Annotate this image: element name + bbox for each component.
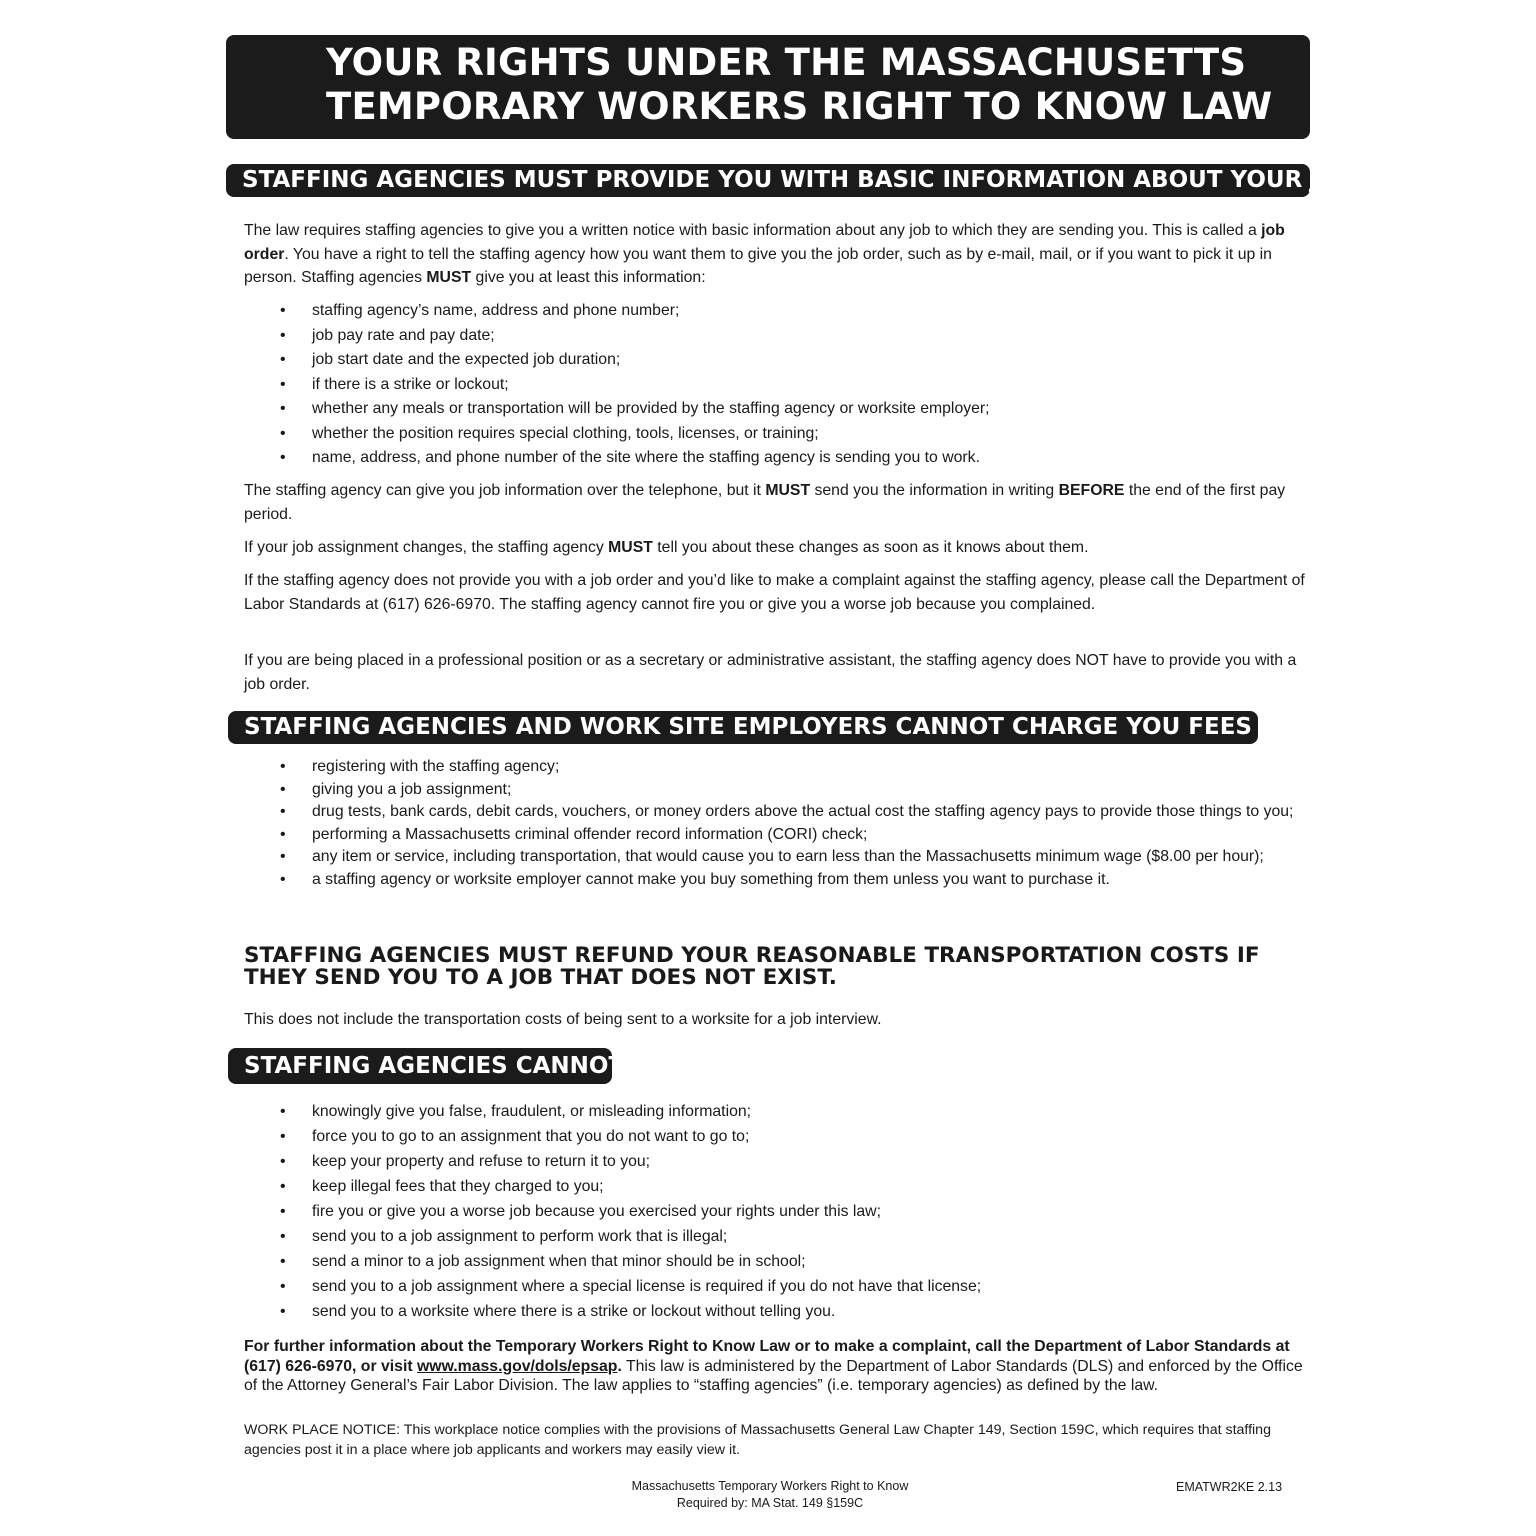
list-item: • keep your property and refuse to return it to you; (244, 1149, 1304, 1174)
list-item: • giving you a job assignment; (244, 780, 1304, 800)
fees-list (244, 757, 1304, 890)
intro-text-1: The law requires staffing agencies to give you a written notice with basic information about any job to which they are sending you. This is called a (244, 222, 1262, 239)
job-order-intro (244, 219, 1319, 290)
list-item: • job start date and the expected job duration; (244, 348, 1304, 373)
phone-bold-must: MUST (765, 482, 811, 499)
workplace-notice: WORK PLACE NOTICE: This workplace notice complies with the provisions of Massachusetts General Law Chapter 149, Section 159C, which requires that staffing agencies post it in a place where job applicants and workers may easily view it. (244, 1422, 1271, 1458)
professional-position-paragraph: If you are being placed in a professional position or as a secretary or administrative assistant, the staffing agency does NOT have to provide you with a job order. (244, 652, 1297, 693)
list-item: • drug tests, bank cards, debit cards, vouchers, or money orders above the actual cost the staffing agency pays to provide those things to you; (244, 802, 1304, 822)
list-item: • a staffing agency or worksite employer cannot make you buy something from them unless you want to purchase it. (244, 870, 1304, 890)
footer-line-2: Required by: MA Stat. 149 §159C (676, 1496, 864, 1510)
transportation-refund-heading: STAFFING AGENCIES MUST REFUND YOUR REASONABLE TRANSPORTATION COSTS IF THEY SEND YOU TO A JOB THAT DOES NOT EXIST. (244, 943, 1260, 990)
list-item: • send a minor to a job assignment when that minor should be in school; (244, 1249, 1304, 1274)
footer-citation (560, 1478, 980, 1512)
section-heading-job-info: STAFFING AGENCIES MUST PROVIDE YOU WITH BASIC INFORMATION ABOUT YOUR JOB. (226, 164, 1310, 197)
changes-text-2: tell you about these changes as soon as it knows about them. (652, 539, 1089, 556)
list-item: • staffing agency’s name, address and phone number; (244, 299, 1304, 324)
further-information (244, 1337, 1319, 1396)
intro-bold-must: MUST (426, 269, 472, 286)
list-item: • whether any meals or transportation will be provided by the staffing agency or worksite employer; (244, 397, 1304, 422)
job-info-list (244, 299, 1304, 471)
intro-text-2: . You have a right to tell the staffing agency how you want them to give you the job order, such as by e-mail, mail, or if you want to pick it up in person. Staffing agencies (244, 245, 1272, 286)
changes-text-1: If your job assignment changes, the staffing agency (244, 539, 609, 556)
form-code: EMATWR2KE 2.13 (1176, 1480, 1283, 1494)
list-item: • send you to a job assignment to perform work that is illegal; (244, 1224, 1304, 1249)
intro-bold-job-order: job order (244, 222, 1285, 263)
list-item: • registering with the staffing agency; (244, 757, 1304, 777)
title-line-2: TEMPORARY WORKERS RIGHT TO KNOW LAW (326, 85, 1273, 128)
list-item: • send you to a worksite where there is a strike or lockout without telling you. (244, 1299, 1304, 1324)
list-item: • if there is a strike or lockout; (244, 373, 1304, 398)
list-item: • any item or service, including transportation, that would cause you to earn less than the Massachusetts minimum wage ($8.00 per hour); (244, 847, 1304, 867)
phone-text-3: the end of the first pay period. (244, 482, 1286, 523)
section-heading-fees: STAFFING AGENCIES AND WORK SITE EMPLOYERS CANNOT CHARGE YOU FEES FOR: (228, 711, 1258, 744)
complaint-paragraph: If the staffing agency does not provide you with a job order and you’d like to make a complaint against the staffing agency, please call the Department of Labor Standards at (617) 626-6970. The staffing agency cannot fire you or give you a worse job because you complained. (244, 572, 1305, 613)
transportation-refund-text: This does not include the transportation costs of being sent to a worksite for a job interview. (244, 1011, 882, 1028)
further-info-text: This law is administered by the Department of Labor Standards (DLS) and enforced by the Office of the Attorney General’s Fair Labor Division. The law applies to “staffing agencies” (i.e. temporary agencies) as defined by the law. (244, 1357, 1303, 1394)
list-item: • send you to a job assignment where a special license is required if you do not have that license; (244, 1274, 1304, 1299)
list-item: • keep illegal fees that they charged to you; (244, 1174, 1304, 1199)
changes-bold-must: MUST (608, 539, 653, 556)
dols-website-link[interactable]: www.mass.gov/dols/epsap (417, 1357, 618, 1375)
section-heading-cannot: STAFFING AGENCIES CANNOT: (228, 1048, 612, 1084)
phone-text-1: The staffing agency can give you job information over the telephone, but it (244, 482, 766, 499)
phone-bold-before: BEFORE (1058, 482, 1125, 499)
title-line-1: YOUR RIGHTS UNDER THE MASSACHUSETTS (326, 41, 1247, 84)
list-item: • performing a Massachusetts criminal offender record information (CORI) check; (244, 825, 1304, 845)
list-item: • name, address, and phone number of the site where the staffing agency is sending you to work. (244, 446, 1304, 471)
phone-text-2: send you the information in writing (810, 482, 1059, 499)
assignment-changes-paragraph (244, 536, 1319, 560)
footer-line-1: Massachusetts Temporary Workers Right to Know (631, 1479, 909, 1493)
further-info-bold-end: . (617, 1357, 622, 1375)
list-item: • force you to go to an assignment that you do not want to go to; (244, 1124, 1304, 1149)
list-item: • job pay rate and pay date; (244, 324, 1304, 349)
phone-info-paragraph (244, 479, 1319, 526)
list-item: • knowingly give you false, fraudulent, or misleading information; (244, 1099, 1304, 1124)
cannot-list (244, 1099, 1304, 1324)
intro-text-3: give you at least this information: (471, 269, 706, 286)
list-item: • fire you or give you a worse job because you exercised your rights under this law; (244, 1199, 1304, 1224)
list-item: • whether the position requires special clothing, tools, licenses, or training; (244, 422, 1304, 447)
further-info-bold: For further information about the Temporary Workers Right to Know Law or to make a complaint, call the Department of Labor Standards at (617) 626-6970, or visit (244, 1338, 1290, 1375)
title-banner (226, 35, 1310, 139)
